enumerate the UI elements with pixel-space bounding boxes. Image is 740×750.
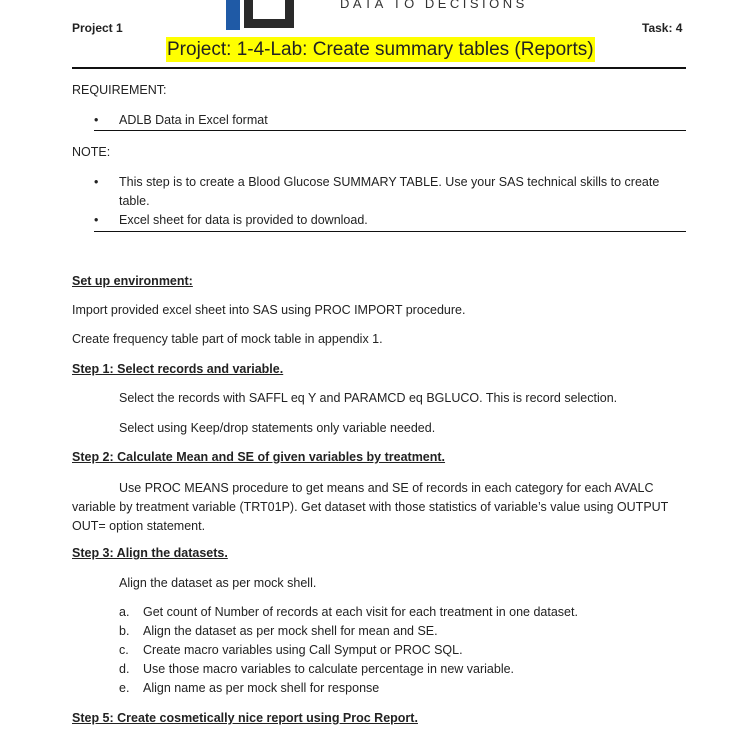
project-label: Project 1 bbox=[72, 21, 123, 35]
step1-heading: Step 1: Select records and variable. bbox=[72, 362, 284, 376]
setup-line: Import provided excel sheet into SAS using PROC IMPORT procedure. bbox=[72, 303, 466, 317]
company-logo bbox=[226, 0, 296, 30]
step3-list-item: a. Get count of Number of records at each visit for each treatment in one dataset. bbox=[119, 605, 578, 619]
step2-paragraph: Use PROC MEANS procedure to get means and SE of records in each category for each AVALC variable by treatment variable (TRT01P). Get dataset with those statistics of variable’s value using OUTPUT OUT= option statement. bbox=[72, 481, 669, 533]
title-divider bbox=[72, 67, 686, 69]
task-label: Task: 4 bbox=[642, 21, 683, 35]
step1-line: Select the records with SAFFL eq Y and PARAMCD eq BGLUCO. This is record selection. bbox=[119, 391, 618, 405]
note-label: NOTE: bbox=[72, 145, 111, 159]
step3-heading: Step 3: Align the datasets. bbox=[72, 546, 228, 560]
step3-intro: Align the dataset as per mock shell. bbox=[119, 576, 317, 590]
step5-heading: Step 5: Create cosmetically nice report using Proc Report. bbox=[72, 711, 418, 725]
requirement-divider bbox=[94, 130, 686, 131]
step3-list-item: e. Align name as per mock shell for response bbox=[119, 681, 380, 695]
step3-list-item: d. Use those macro variables to calculate percentage in new variable. bbox=[119, 662, 515, 676]
logo-tagline: DATA TO DECISIONS bbox=[340, 0, 528, 11]
step1-line: Select using Keep/drop statements only variable needed. bbox=[119, 421, 436, 435]
requirement-item: • ADLB Data in Excel format bbox=[94, 111, 684, 130]
bullet-icon: • bbox=[94, 213, 99, 227]
setup-heading: Set up environment: bbox=[72, 274, 193, 288]
step3-list-item: b. Align the dataset as per mock shell for mean and SE. bbox=[119, 624, 438, 638]
step3-list-item: c. Create macro variables using Call Symput or PROC SQL. bbox=[119, 643, 463, 657]
note-item: • Excel sheet for data is provided to download. bbox=[94, 211, 684, 230]
requirement-label: REQUIREMENT: bbox=[72, 83, 167, 97]
note-item: • This step is to create a Blood Glucose SUMMARY TABLE. Use your SAS technical skills to create table. bbox=[94, 175, 660, 208]
step2-heading: Step 2: Calculate Mean and SE of given variables by treatment. bbox=[72, 450, 446, 464]
page-title: Project: 1-4-Lab: Create summary tables (Reports) bbox=[167, 39, 594, 60]
bullet-icon: • bbox=[94, 175, 99, 189]
setup-line: Create frequency table part of mock table in appendix 1. bbox=[72, 332, 383, 346]
bullet-icon: • bbox=[94, 113, 99, 127]
note-divider bbox=[94, 231, 686, 232]
